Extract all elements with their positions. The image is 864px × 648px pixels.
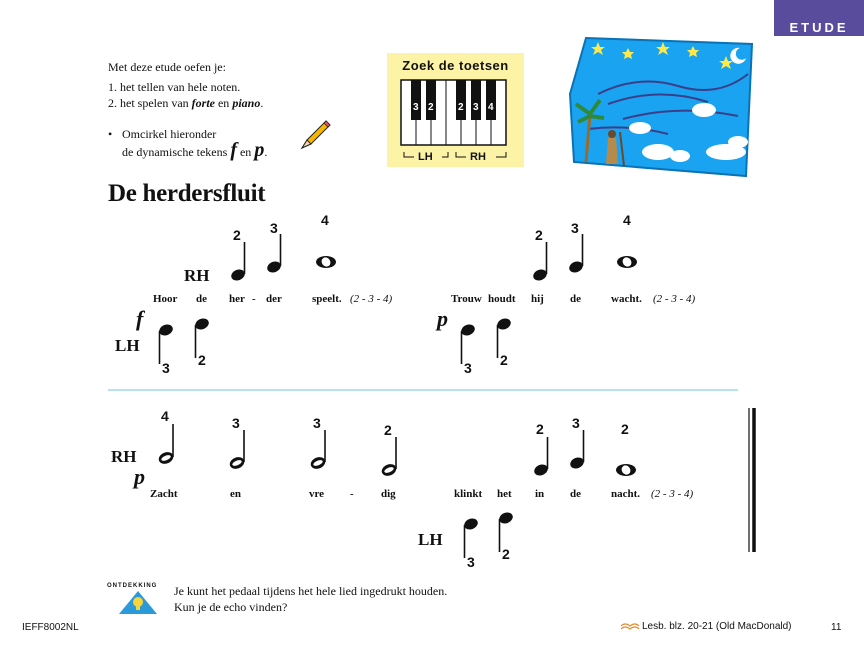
discovery-badge-label: ONTDEKKING xyxy=(107,583,158,589)
count-text: (2 - 3 - 4) xyxy=(651,488,694,500)
quarter-note-lh xyxy=(158,323,175,364)
piano-sign: p xyxy=(254,139,265,161)
forte-marking: f xyxy=(136,306,144,331)
rh-finger: 3 xyxy=(572,415,580,431)
lh-finger: 2 xyxy=(198,352,206,368)
lyric: de xyxy=(196,293,207,305)
lyric: nacht. xyxy=(611,488,641,500)
lyric: en xyxy=(230,488,241,500)
keyboard-lh-label: LH xyxy=(418,151,433,163)
find-keys-title: Zoek de toetsen xyxy=(402,58,509,73)
lh-finger: 3 xyxy=(467,554,475,570)
lyric: houdt xyxy=(488,293,516,305)
half-note-rh xyxy=(380,437,398,478)
rh-finger: 3 xyxy=(270,220,278,236)
lh-label-1: LH xyxy=(115,336,140,355)
black-key-lh-2: 2 xyxy=(428,102,434,113)
rh-finger: 4 xyxy=(623,212,631,228)
lesson-book-icon xyxy=(620,621,640,631)
quarter-note-rh xyxy=(533,437,550,477)
bullet: • xyxy=(108,127,113,141)
quarter-note-rh xyxy=(266,234,283,274)
lyric: het xyxy=(497,488,512,500)
lyric: Trouw xyxy=(451,293,482,305)
half-note-rh xyxy=(309,430,327,471)
count-text: (2 - 3 - 4) xyxy=(653,293,696,305)
lyric: de xyxy=(570,293,581,305)
lyric: in xyxy=(535,488,545,500)
lyric: Hoor xyxy=(153,293,178,305)
lh-finger: 2 xyxy=(500,352,508,368)
lh-finger: 3 xyxy=(464,360,472,376)
black-key-rh-3: 3 xyxy=(473,102,479,113)
keyboard-rh-label: RH xyxy=(470,151,486,163)
piano-marking-2: p xyxy=(134,464,145,489)
lh-finger: 3 xyxy=(162,360,170,376)
discovery-line-2: Kun je de echo vinden? xyxy=(174,600,288,614)
half-note-rh xyxy=(228,430,246,471)
lyric: hij xyxy=(531,293,544,305)
count-text: (2 - 3 - 4) xyxy=(350,293,393,305)
lyric: speelt. xyxy=(312,293,342,305)
lyric: wacht. xyxy=(611,293,642,305)
black-key-rh-4: 4 xyxy=(488,102,494,113)
rh-finger: 3 xyxy=(571,220,579,236)
quarter-note-lh xyxy=(460,323,477,364)
quarter-note-rh xyxy=(532,242,549,282)
quarter-note-rh xyxy=(230,242,247,282)
quarter-note-rh xyxy=(569,430,586,470)
rh-finger: 4 xyxy=(321,212,329,228)
black-key-lh-3: 3 xyxy=(413,102,419,113)
page-number: 11 xyxy=(831,622,842,633)
rh-label-1: RH xyxy=(184,266,210,285)
etude-tab-label: ETUDE xyxy=(789,20,849,35)
rh-finger: 2 xyxy=(384,422,392,438)
rh-finger: 2 xyxy=(621,421,629,437)
footer-reference: Lesb. blz. 20-21 (Old MacDonald) xyxy=(642,621,792,632)
lyric: vre xyxy=(309,488,325,500)
song-title: De herdersfluit xyxy=(108,180,266,207)
whole-note-rh xyxy=(616,464,636,477)
whole-note-rh xyxy=(617,256,637,269)
rh-label-2: RH xyxy=(111,447,137,466)
lyric-hyphen: - xyxy=(350,488,354,500)
lh-finger: 2 xyxy=(502,546,510,562)
lyric: dig xyxy=(381,488,396,500)
rh-finger: 2 xyxy=(536,421,544,437)
intro-item-1: 1. het tellen van hele noten. xyxy=(108,80,241,94)
intro-heading: Met deze etude oefen je: xyxy=(108,60,226,74)
intro-item-2: 2. het spelen van forte en piano. xyxy=(108,96,264,110)
rh-finger: 2 xyxy=(535,227,543,243)
lh-label-2: LH xyxy=(418,530,443,549)
circle-instruction-2: de dynamische tekens f en p. xyxy=(122,139,268,161)
lyric: de xyxy=(570,488,581,500)
forte-sign: f xyxy=(230,139,237,161)
rh-finger: 4 xyxy=(161,408,169,424)
footer-code: IEFF8002NL xyxy=(22,622,79,633)
lyric: klinkt xyxy=(454,488,483,500)
quarter-note-lh xyxy=(463,517,480,558)
lyric: Zacht xyxy=(150,488,178,500)
whole-note-rh xyxy=(316,256,336,269)
discovery-line-1: Je kunt het pedaal tijdens het hele lied ingedrukt houden. xyxy=(174,584,448,598)
circle-instruction-1: Omcirkel hieronder xyxy=(122,127,217,141)
lyric: der xyxy=(266,293,282,305)
quarter-note-rh xyxy=(568,234,585,274)
half-note-rh xyxy=(157,424,175,466)
lightbulb-icon xyxy=(118,591,158,615)
rh-finger: 3 xyxy=(313,415,321,431)
rh-finger: 2 xyxy=(233,227,241,243)
rh-finger: 3 xyxy=(232,415,240,431)
lyric: her xyxy=(229,293,245,305)
lyric-hyphen: - xyxy=(252,293,256,305)
black-key-rh-2: 2 xyxy=(458,102,464,113)
piano-marking-1: p xyxy=(437,306,448,331)
